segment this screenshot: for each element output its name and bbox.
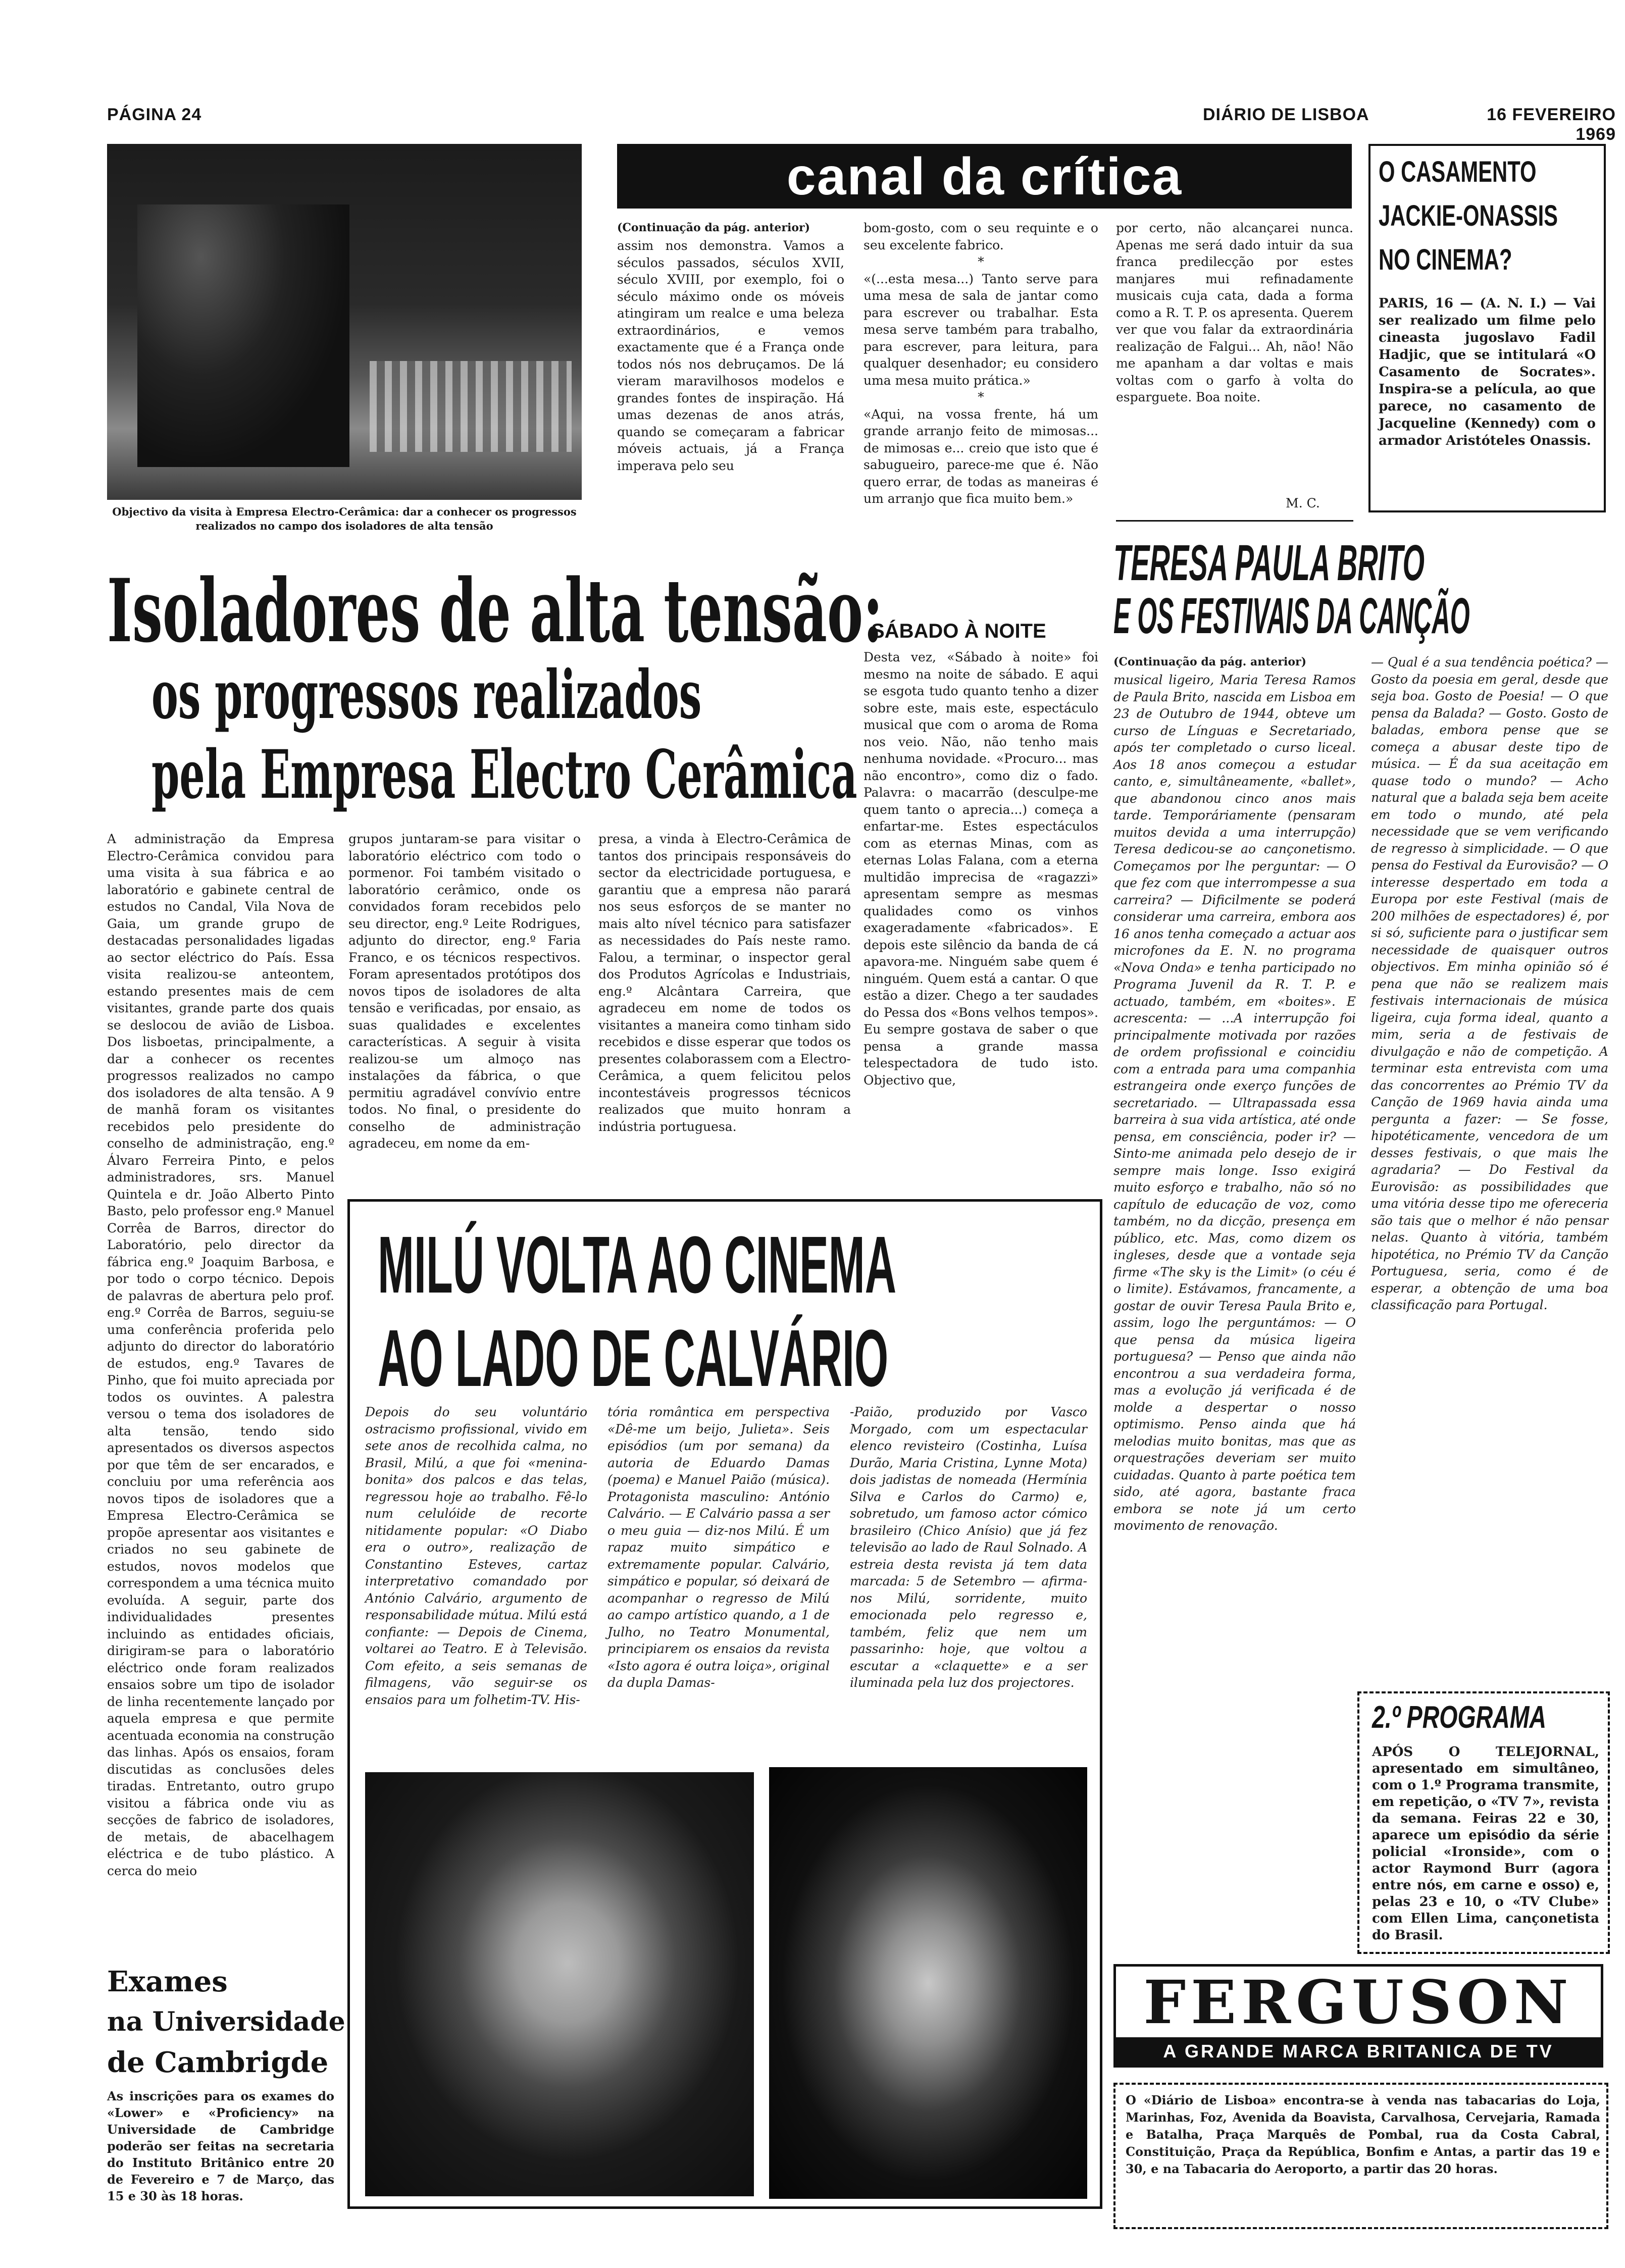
main-col3: presa, a vinda à Electro-Cerâmica de tantos dos principais responsáveis do sector da electricidade portuguesa, e garantiu que a empresa não parará nos seus esforços de se manter no mais alto nível técnico para satisfazer as necessidades do País neste ramo. Falou, a terminar, o inspector geral dos Produtos Agrícolas e Industriais, eng.º Alcântara Carreira, que agradeceu em nome de todos os visitantes a maneira como tinham sido recebidos e disse esperar que todos os presentes colaborassem com a Electro-Cerâmica, a quem felicitou pelos incontestáveis progressos técnicos realizados que muito honram a indústria portuguesa.: [598, 832, 851, 1134]
programa-text: APÓS O TELEJORNAL, apresentado em simultâneo, com o 1.º Programa transmite, em repetição, o «TV 7», revista da semana. Feiras 22 e 30, aparece um episódio da série policial «Ironside», com o actor Raymond Burr (agora entre nós, em carne e osso) e, pelas 23 e 10, o «TV Clube» com Ellen Lima, cançonetista do Brasil.: [1372, 1744, 1599, 1943]
notice-box: [1113, 2083, 1608, 2229]
ferguson-ad: [1113, 1964, 1603, 2068]
casamento-title-2: JACKIE-ONASSIS: [1379, 199, 1558, 232]
main-subhead-2: pela Empresa Electro Cerâmica: [151, 736, 857, 814]
main-headline-wrap: [107, 559, 883, 833]
exames-text: As inscrições para os exames do «Lower» e «Proficiency» na Universidade de Cambridge poderão ser feitas na secretaria do Instituto Britânico entre 20 de Fevereiro e 7 de Março, das 15 e 30 às 18 horas.: [107, 2089, 334, 2203]
photo-shelves: [370, 361, 572, 452]
sabado-title: SÁBADO À NOITE: [871, 620, 1046, 642]
canal-rule: [1116, 520, 1353, 522]
canal-col2-para3: «Aqui, na vossa frente, há um grande arranjo feito de mimosas... de mimosas e... creio que isto que é sabugueiro, parece-me que é. Não quero errar, de todas as maneiras é um arranjo que fica muito bem.»: [864, 406, 1098, 506]
canal-col2-para1: bom-gosto, com o seu requinte e o seu excelente fabrico.: [864, 221, 1098, 252]
canal-col2-para2: «(...esta mesa...) Tanto serve para uma mesa de sala de jantar como para escrever ou trabalhar. Esta mesa serve também para trabalho, para escrever, para leitura, para qualquer desenhador; eu considero uma mesa muito prática.»: [864, 271, 1098, 388]
programa-title: 2.º PROGRAMA: [1372, 1700, 1547, 1735]
exames-title-3: de Cambrigde: [107, 2046, 329, 2079]
canal-col2: bom-gosto, com o seu requinte e o seu excelente fabrico. * «(...esta mesa...) Tanto serve para uma mesa de sala de jantar como para escrever ou trabalhar. Esta mesa serve também para trabalho, para escrever, para leitura, para qualquer desenhador; eu considero uma mesa muito prática.» * «Aqui, na vossa frente, há um grande arranjo feito de mimosas... de mimosas e... creio que isto que é sabugueiro, parece-me que é. Não quero errar, de todas as maneiras é um arranjo que fica muito bem.»: [864, 220, 1098, 611]
teresa-headline-2: E OS FESTIVAIS DA CANÇÃO: [1113, 588, 1470, 644]
teresa-col1: musical ligeiro, Maria Teresa Ramos de Paula Brito, nascida em Lisboa em 23 de Outubro de 1944, obteve um curso de Línguas e Secretariado, após ter completado o curso liceal. Aos 18 anos começou a estudar canto, e, simultâneamente, «ballet», que abandonou cinco anos mais tarde. Temporáriamente (pensaram muitos devida a uma interrupção) Teresa dedicou-se ao cançonetismo. Começamos por lhe perguntar: — O que fez com que interrompesse a sua carreira? — Dificilmente se poderá considerar uma carreira, embora aos 16 anos tenha começado a actuar aos microfones da E. N. no programa «Nova Onda» e tenha participado no Programa Juvenil da R. T. P. e actuado, também, em «boites». E acrescenta: — ...A interrupção foi principalmente motivada por razões de ordem profissional e coincidiu com a entrada para uma companhia estrangeira onde exerço funções de secretariado. — Ultrapassada essa barreira à sua vida artística, até onde pensa, em consciência, poder ir? — Sinto-me animada pelo desejo de ir sempre mais longe. Isso exigirá muito esforço e trabalho, não só no capítulo de educação de voz, como também, no da dicção, presença em público, etc. Mas, como dizem os ingleses, desde que a vontade seja firme «The sky is the Limit» (o céu é o limite). Estávamos, francamente, a gostar de ouvir Teresa Paula Brito e, assim, logo lhe perguntámos: — O que pensa da música ligeira portuguesa? — Penso que ainda não encontrou a sua verdadeira forma, mas a evolução já verificada é de molde a despertar o nosso optimismo. Penso ainda que há melodias muito bonitas, mas que as orquestrações deveriam ser muito cuidadas. Quanto à parte poética tem sido, até agora, bastante fraca embora se note já um certo movimento de renovação.: [1113, 673, 1356, 1533]
milu-photo-right: [769, 1767, 1087, 2199]
canal-signature: M. C.: [1286, 496, 1320, 510]
milu-col3: -Paião, produzido por Vasco Morgado, com um espectacular elenco revisteiro (Costinha, Luísa Durão, Maria Cristina, Lynne Mota) dois jadistas de nomeada (Hermínia Silva e Carlos do Carmo) e, sobretudo, um famoso actor cómico brasileiro (Chico Anísio) que já fez televisão ao lado de Raul Solnado. A estreia desta revista já tem data marcada: 5 de Setembro — afirma-nos Milú, sorridente, muito emocionada pelo regresso e, também, feliz que nem um passarinho: hoje, que voltou a escutar a «claquette» e a ser iluminada pela luz dos projectores.: [850, 1405, 1087, 1690]
main-col1: A administração da Empresa Electro-Cerâmica convidou para uma visita à sua fábrica e ao laboratório e gabinete central de estudos no Candal, Vila Nova de Gaia, um grande grupo de destacadas personalidades ligadas ao sector eléctrico do País. Essa visita realizou-se anteontem, estando presentes mais de cem visitantes, grande parte dos quais se deslocou de avião de Lisboa. Dos lisboetas, principalmente, a dar a conhecer os recentes progressos realizados no campo dos isoladores de alta tensão. A 9 de manhã foram os visitantes recebidos pelo presidente do conselho de administração, eng.º Álvaro Ferreira Pinto, e pelos administradores, srs. Manuel Quintela e dr. João Alberto Pinto Basto, pelo professor eng.º Manuel Corrêa de Barros, director do Laboratório, pelo director da fábrica eng.º Joaquim Barbosa, e por todo o corpo técnico. Depois de palavras de abertura pelo prof. eng.º Corrêa de Barros, seguiu-se uma conferência proferida pelo adjunto do director do laboratório de estudos, eng.º Tavares de Pinho, que foi muito apreciada por todos os ouvintes. A palestra versou o tema dos isoladores de alta tensão, tendo sido apresentados os diversos aspectos por que têm de ser encarados, e concluiu por uma referência aos novos tipos de isoladores que a Empresa Electro-Cerâmica se propõe apresentar aos visitantes e criados no seu gabinete de estudos, novos modelos que correspondem a uma técnica muito evoluída. A seguir, parte dos individualidades presentes incluindo as entidades oficiais, dirigiram-se para o laboratório eléctrico onde foram realizados ensaios sobre um tipo de isolador de linha recentemente lançado por aquela empresa e que permite acentuada economia na construção das linhas. Após os ensaios, foram discutidas as conclusões deles tiradas. Entretanto, outro grupo visitou a fábrica onde viu as secções de fabrico de isoladores, de metais, de abacelhagem eléctrica e de tubo plástico. A cerca do meio: [107, 832, 334, 1878]
factory-visit-photo: [107, 144, 582, 500]
canal-continuation: (Continuação da pág. anterior): [617, 221, 810, 234]
photo-visitors: [137, 204, 349, 467]
page-number: PÁGINA 24: [107, 105, 202, 124]
canal-critica-banner: [617, 144, 1352, 209]
photo-caption: Objectivo da visita à Empresa Electro-Cerâmica: dar a conhecer os progressos realizados no campo dos isoladores de alta tensão: [112, 505, 577, 532]
sabado-text: Desta vez, «Sábado à noite» foi mesmo na noite de sábado. E aqui se esgota tudo quanto tenho a dizer sobre este, mais este, espectáculo musical que com o aroma de Roma nos veio. Não, não tenho mais nenhuma novidade. «Procuro... mas não encontro», como diz o fado. Palavra: o macarrão (desculpe-me quem tanto o aprecia...) começa a enfartar-me. Estes espectáculos com as eternas Minas, com as eternas Lolas Falana, com a eterna multidão imprecisa de «ragazzi» apresentam sempre as mesmas qualidades como os vinhos exageradamente «fabricados». E depois este silêncio da banda de cá apavora-me. Ninguém sabe quem é ninguém. Quem está a cantar. O que estão a dizer. Chego a ter saudades do Pessa dos «Bons velhos tempos». Eu sempre gostava de saber o que pensa a grande massa telespectadora de tudo isto. Objectivo que,: [864, 650, 1098, 1088]
milu-box: [347, 1199, 1102, 2209]
milu-col2: tória romântica em perspectiva «Dê-me um beijo, Julieta». Seis episódios (um por semana) da autoria de Eduardo Damas (poema) e Manuel Paião (música). Protagonista masculino: António Calvário. — E Calvário passa a ser o meu guia — diz-nos Milú. É um rapaz muito simpático e extremamente popular. Calvário, simpático e popular, só deixará de acompanhar o regresso de Milú ao campo artístico quando, a 1 de Julho, no Teatro Monumental, principiarem os ensaios da revista «Isto agora é outra loiça», original da dupla Damas-: [607, 1405, 830, 1690]
teresa-headline-1: TERESA PAULA BRITO: [1113, 535, 1425, 591]
casamento-text: PARIS, 16 — (A. N. I.) — Vai ser realizado um filme pelo cineasta jugoslavo Fadil Hadjic, que se intitulará «O Casamento de Socrates». Inspira-se a película, ao que parece, no casamento de Jacqueline (Kennedy) com o armador Aristóteles Onassis.: [1379, 296, 1596, 448]
milu-headline-2: AO LADO DE CALVÁRIO: [378, 1313, 889, 1403]
exames-title-1: Exames: [107, 1965, 228, 1998]
canal-col3: por certo, não alcançarei nunca. Apenas me será dado intuir da sua franca predilecção por estes manjares mui refinadamente musicais cuja cata, dada a forma como a R. T. P. os apresenta. Querem ver que vou falar da extraordinária realização de Falgui... Ah, não! Não me apanham a dar voltas e mais voltas com o garfo à volta do esparguete. Boa noite.: [1116, 221, 1353, 404]
teresa-continuation: (Continuação da pág. anterior): [1113, 655, 1307, 668]
casamento-title-3: NO CINEMA?: [1379, 243, 1512, 276]
ferguson-brand: FERGUSON: [1143, 1967, 1573, 2037]
notice-text: O «Diário de Lisboa» encontra-se à venda nas tabacarias do Loja, Marinhas, Foz, Avenida da Boavista, Carvalhosa, Cervejaria, Ramada e Batalha, Praça Marquês de Pombal, rua da Costa Cabral, Constituição, Praça da República, Bonfim e Antas, a partir das 19 e 30, e na Tabacaria do Aeroporto, a partir das 20 horas.: [1126, 2093, 1600, 2176]
milu-headline-1: MILÚ VOLTA AO CINEMA: [378, 1219, 897, 1310]
casamento-box: [1368, 144, 1606, 512]
issue-date: 16 FEVEREIRO 1969: [1487, 105, 1616, 144]
canal-col1: assim nos demonstra. Vamos a séculos passados, séculos XVII, século XVIII, por exemplo, foi o século máximo onde os móveis atingiram um realce e uma beleza extraordinários, e vemos exactamente que é a França onde todos nós nos debruçamos. De lá vieram maravilhosos modelos e grandes fontes de inspiração. Há umas dezenas de anos atrás, quando se começaram a fabricar móveis actuais, já a França imperava pelo seu: [617, 238, 844, 473]
main-headline: Isoladores de alta tensão:: [107, 559, 883, 662]
main-col2: grupos juntaram-se para visitar o laboratório eléctrico com todo o pormenor. Foi também visitado o laboratório cerâmico, onde os convidados foram recebidos pelo seu director, eng.º Leite Rodrigues, adjunto do director, eng.º Faria Franco, e os técnicos respectivos. Foram apresentados protótipos dos novos tipos de isoladores de alta tensão e verificadas, por ensaio, as suas qualidades e excelentes características. A seguir à visita realizou-se um almoço nas instalações da fábrica, o que permitiu agradável convívio entre todos. No final, o presidente do conselho de administração agradeceu, em nome da em-: [348, 832, 581, 1151]
milu-col1: Depois do seu voluntário ostracismo profissional, vivido em sete anos de recolhida calma, no Brasil, Milú, a que foi «menina-bonita» dos palcos e das telas, regressou hoje ao trabalho. Fê-lo num celulóide de recorte nitidamente popular: «O Diabo era o outro», realização de Constantino Esteves, cartaz interpretativo comandado por António Calvário, argumento de responsabilidade mútua. Milú está confiante: — Depois de Cinema, voltarei ao Teatro. E à Televisão. Com efeito, a seis semanas de filmagens, vão seguir-se os ensaios para um folhetim-TV. His-: [365, 1405, 587, 1707]
exames-title-2: na Universidade: [107, 2006, 345, 2037]
newspaper-name: DIÁRIO DE LISBOA: [1203, 105, 1369, 124]
milu-photo-left: [365, 1772, 754, 2196]
main-subhead-1: os progressos realizados: [151, 656, 702, 734]
programa-box: [1357, 1691, 1610, 1954]
ferguson-tagline: A GRANDE MARCA BRITANICA DE TV: [1116, 2037, 1601, 2065]
teresa-col2: — Qual é a sua tendência poética? — Gosto da poesia em geral, desde que seja boa. Gosto de Poesia! — O que pensa da Balada? — Gosto. Gosto de baladas, embora pense que se começa a abusar deste tipo de música. — É da sua aceitação em quase todo o mundo? — Acho natural que a balada seja bem aceite em todo o mundo, até pela necessidade que se vem verificando de regresso à simplicidade. — O que pensa do Festival da Eurovisão? — O interesse despertado em toda a Europa por este Festival (mais de 200 milhões de espectadores) é, por si só, suficiente para o justificar sem necessidade de quaisquer outros objectivos. Em minha opinião só é pena que não se realizem mais festivais internacionais de música ligeira, cuja forma ideal, quanto a mim, seria a de festivais de divulgação e não de competição. A terminar esta entrevista com uma das concorrentes ao Prémio TV da Canção de 1969 havia ainda uma pergunta a fazer: — Se fosse, hipotéticamente, vencedora de um desses festivais, o que mais lhe agradaria? — Do Festival da Eurovisão: as possibilidades que uma vitória desse tipo me ofereceria são tais que o melhor é não pensar nelas. Quanto à vitória, também hipotética, no Prémio TV da Canção Portuguesa, seria, como é de esperar, a obtenção de uma boa classificação para Portugal.: [1371, 655, 1608, 1312]
canal-critica-title: canal da crítica: [786, 147, 1183, 206]
casamento-title-1: O CASAMENTO: [1379, 156, 1537, 188]
